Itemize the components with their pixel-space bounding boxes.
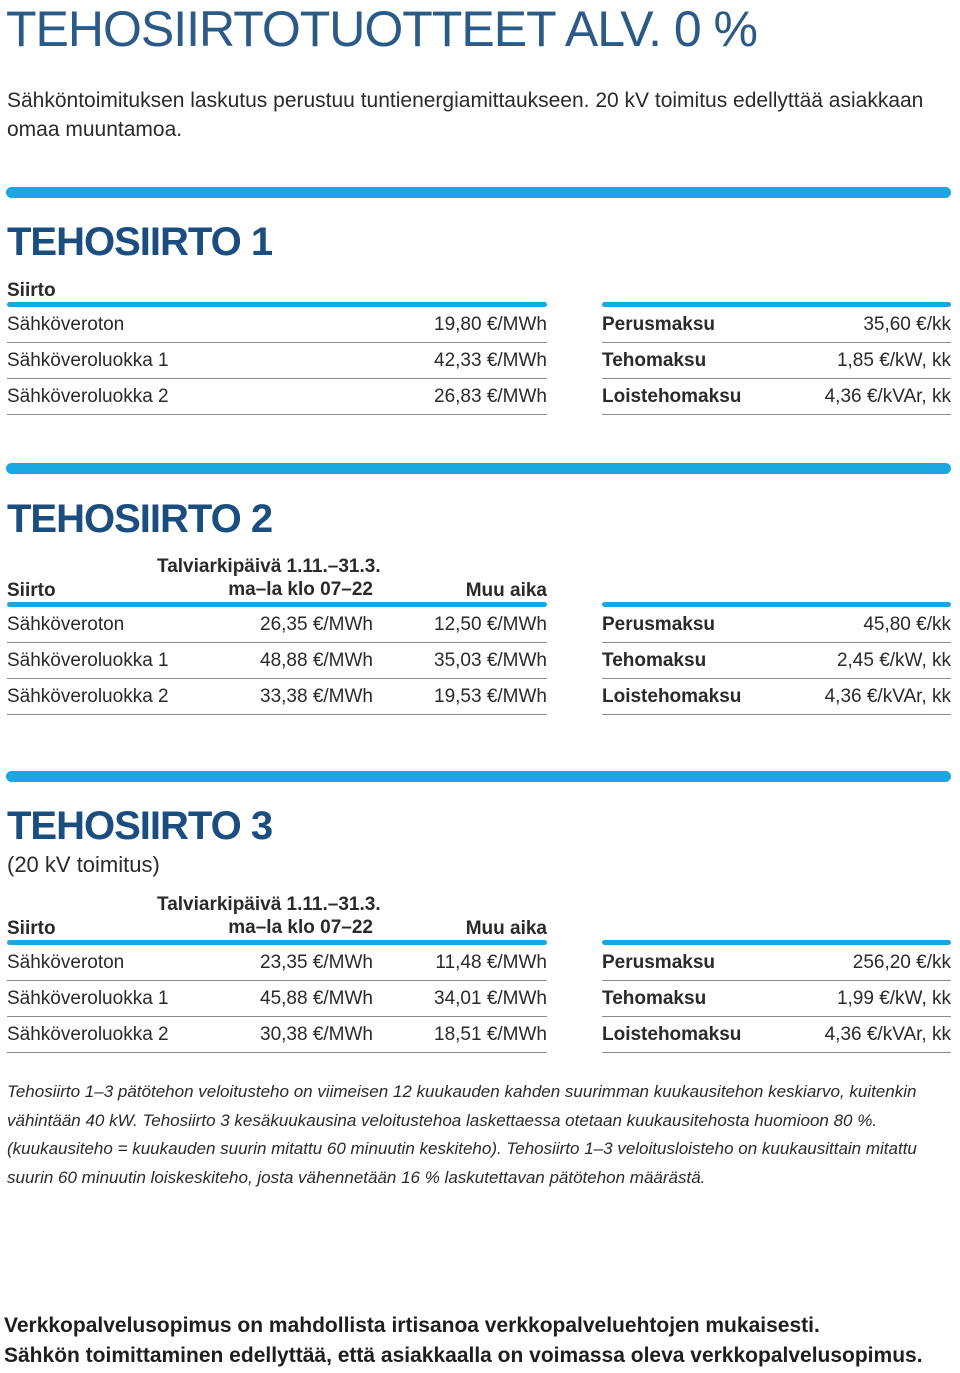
transfer-table [7,940,547,1053]
table-row [602,1017,951,1053]
section-divider [6,463,951,474]
fee-label: Perusmaksu [602,952,716,973]
row-value: 19,80 €/MWh [434,314,547,335]
fee-label: Loistehomaksu [602,386,742,407]
table-row [602,981,951,1017]
section-title-tehosiirto-3: TEHOSIIRTO 3 [7,804,273,848]
table-row [602,379,951,415]
section-divider [6,187,951,198]
table-row [602,307,951,343]
fee-label: Loistehomaksu [602,1024,742,1045]
column-header-other: Muu aika [465,918,547,939]
column-header-winter: Talviarkipäivä 1.11.–31.3. [157,556,381,577]
fee-value: 1,99 €/kW, kk [836,988,951,1009]
fee-value: 1,85 €/kW, kk [836,350,951,371]
row-label: Sähköveroluokka 2 [7,686,169,707]
fee-value: 2,45 €/kW, kk [836,650,951,671]
intro-text: Sähköntoimituksen laskutus perustuu tuntienergiamittaukseen. 20 kV toimitus edellyttää asiakkaan omaa muuntamoa. [7,89,924,141]
table-row [7,981,547,1017]
section-title-tehosiirto-1: TEHOSIIRTO 1 [7,220,273,264]
row-value: 26,83 €/MWh [434,386,547,407]
row-value-winter: 33,38 €/MWh [260,686,373,707]
table-row [7,945,547,981]
transfer-table [7,602,547,715]
section-subtitle: (20 kV toimitus) [7,852,160,877]
row-value: 42,33 €/MWh [434,350,547,371]
fee-label: Tehomaksu [602,650,707,671]
fee-label: Loistehomaksu [602,686,742,707]
table-row [602,945,951,981]
row-label: Sähköveroluokka 1 [7,988,169,1009]
row-value-winter: 45,88 €/MWh [260,988,373,1009]
row-value-winter: 48,88 €/MWh [260,650,373,671]
section-title-tehosiirto-2: TEHOSIIRTO 2 [7,497,273,541]
fee-value: 35,60 €/kk [863,314,951,335]
table-row [602,679,951,715]
footnote: Tehosiirto 1–3 pätötehon veloitusteho on viimeisen 12 kuukauden kahden suurimman kuukausitehon keskiarvo, kuitenkin vähintään 40 kW. Tehosiirto 3 kesäkuukausina veloitustehoa laskettaessa otetaan kuukausitehosta huomioon 80 %. (kuukausiteho = kuukauden suurin mitattu 60 minuutin keskiteho). Tehosiirto 1–3 veloitusloisteho on kuukausittain mitattu suurin 60 minuutin loiskeskiteho, josta vähennetään 16 % laskutettavan pätötehon määrästä. [7,1082,917,1187]
fee-label: Perusmaksu [602,314,716,335]
fee-value: 45,80 €/kk [863,614,951,635]
table-row [7,1017,547,1053]
column-header-other: Muu aika [465,580,547,601]
fee-value: 256,20 €/kk [852,952,951,973]
fee-table [602,302,951,415]
fee-value: 4,36 €/kVAr, kk [824,386,951,407]
column-header-winter-hours: ma–la klo 07–22 [228,917,373,938]
fee-value: 4,36 €/kVAr, kk [824,686,951,707]
siirto-label: Siirto [7,280,56,301]
table-row [7,343,547,379]
section-divider [6,771,951,782]
fee-table [602,940,951,1053]
table-row [7,679,547,715]
row-value-other: 11,48 €/MWh [435,952,547,973]
table-row [7,643,547,679]
column-header-winter: Talviarkipäivä 1.11.–31.3. [157,894,381,915]
transfer-table [7,302,547,415]
row-value-other: 18,51 €/MWh [434,1024,547,1045]
table-row [602,643,951,679]
row-label: Sähköveroton [7,314,125,335]
table-row [7,379,547,415]
table-row [602,607,951,643]
row-value-winter: 30,38 €/MWh [260,1024,373,1045]
row-label: Sähköveroluokka 2 [7,386,169,407]
row-value-winter: 26,35 €/MWh [260,614,373,635]
row-label: Sähköveroluokka 1 [7,650,169,671]
fee-label: Tehomaksu [602,988,707,1009]
page-title: TEHOSIIRTOTUOTTEET ALV. 0 % [6,1,758,57]
row-value-winter: 23,35 €/MWh [260,952,373,973]
row-label: Sähköveroluokka 2 [7,1024,169,1045]
row-value-other: 35,03 €/MWh [434,650,547,671]
footer-line-1: Verkkopalvelusopimus on mahdollista irtisanoa verkkopalveluehtojen mukaisesti. [4,1314,820,1337]
table-row [7,307,547,343]
siirto-label: Siirto [7,918,56,939]
column-header-winter-hours: ma–la klo 07–22 [228,579,373,600]
table-row [7,607,547,643]
row-label: Sähköveroton [7,952,125,973]
siirto-label: Siirto [7,580,56,601]
fee-table [602,602,951,715]
row-value-other: 34,01 €/MWh [434,988,547,1009]
row-label: Sähköveroluokka 1 [7,350,169,371]
fee-label: Tehomaksu [602,350,707,371]
row-value-other: 12,50 €/MWh [434,614,547,635]
footer-line-2: Sähkön toimittaminen edellyttää, että asiakkaalla on voimassa oleva verkkopalvelusopimus. [4,1344,923,1367]
row-value-other: 19,53 €/MWh [434,686,547,707]
fee-value: 4,36 €/kVAr, kk [824,1024,951,1045]
fee-label: Perusmaksu [602,614,716,635]
table-row [602,343,951,379]
row-label: Sähköveroton [7,614,125,635]
